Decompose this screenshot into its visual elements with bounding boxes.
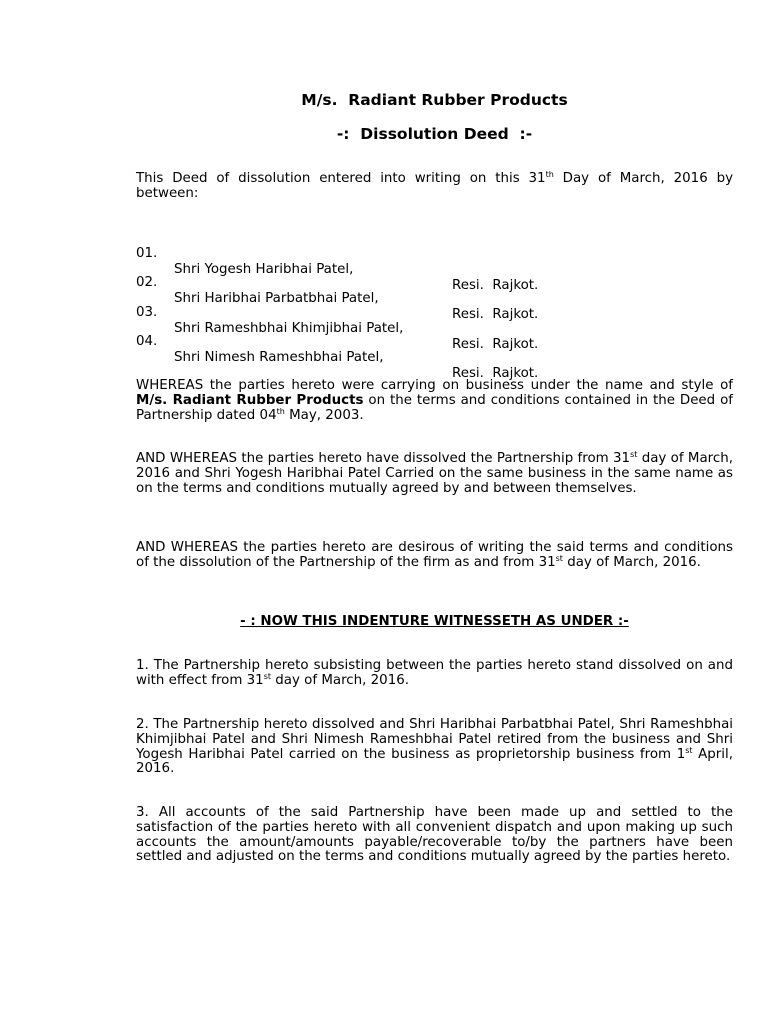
party-row: [136, 318, 733, 381]
party-residence: Resi. Rajkot.: [452, 307, 539, 322]
party-number: 04.: [136, 334, 158, 349]
whereas-paragraph-1: WHEREAS the parties hereto were carrying on business under the name and style of M/s. Radiant Rubber Products on the terms and conditions contained in the Deed of Partnership dated 04th May, 2003.: [136, 378, 733, 423]
clause-2: 2. The Partnership hereto dissolved and Shri Haribhai Parbatbhai Patel, Shri Rameshbhai Khimjibhai Patel and Shri Nimesh Rameshbhai Patel retired from the business and Shri Yogesh Haribhai Patel carried on the business as proprietorship business from 1st April, 2016.: [136, 717, 733, 777]
party-name: Shri Nimesh Rameshbhai Patel,: [174, 350, 384, 365]
firm-title: M/s. Radiant Rubber Products: [301, 91, 568, 109]
party-number: 02.: [136, 275, 158, 290]
whereas-paragraph-2: AND WHEREAS the parties hereto have dissolved the Partnership from 31st day of March, 2016 and Shri Yogesh Haribhai Patel Carried on the same business in the same name as on the terms and conditions mutually agreed by and between themselves.: [136, 450, 733, 496]
party-number: 01.: [136, 246, 158, 261]
party-residence: Resi. Rajkot.: [452, 278, 539, 293]
whereas-paragraph-3: AND WHEREAS the parties hereto are desirous of writing the said terms and conditions of the dissolution of the Partnership of the firm as and from 31st day of March, 2016.: [136, 540, 733, 570]
firm-name-bold: M/s. Radiant Rubber Products: [136, 392, 364, 408]
party-name: Shri Haribhai Parbatbhai Patel,: [174, 291, 379, 306]
party-name: Shri Yogesh Haribhai Patel,: [174, 262, 354, 277]
clause-3: 3. All accounts of the said Partnership have been made up and settled to the satisfaction of the parties hereto with all convenient dispatch and upon making up such accounts the amount/amounts payable/recoverable to/by the partners have been settled and adjusted on the terms and conditions mutually agreed by the parties hereto.: [136, 805, 733, 865]
deed-title: -: Dissolution Deed :-: [336, 125, 533, 143]
party-name: Shri Rameshbhai Khimjibhai Patel,: [174, 321, 404, 336]
intro-paragraph: This Deed of dissolution entered into writing on this 31th Day of March, 2016 by between:: [136, 170, 733, 201]
party-number: 03.: [136, 305, 158, 320]
clause-1: 1. The Partnership hereto subsisting between the parties hereto stand dissolved on and with effect from 31st day of March, 2016.: [136, 658, 733, 688]
party-residence: Resi. Rajkot.: [452, 366, 539, 381]
witnesseth-heading: - : NOW THIS INDENTURE WITNESSETH AS UNDER :-: [240, 614, 629, 629]
party-residence: Resi. Rajkot.: [452, 337, 539, 352]
